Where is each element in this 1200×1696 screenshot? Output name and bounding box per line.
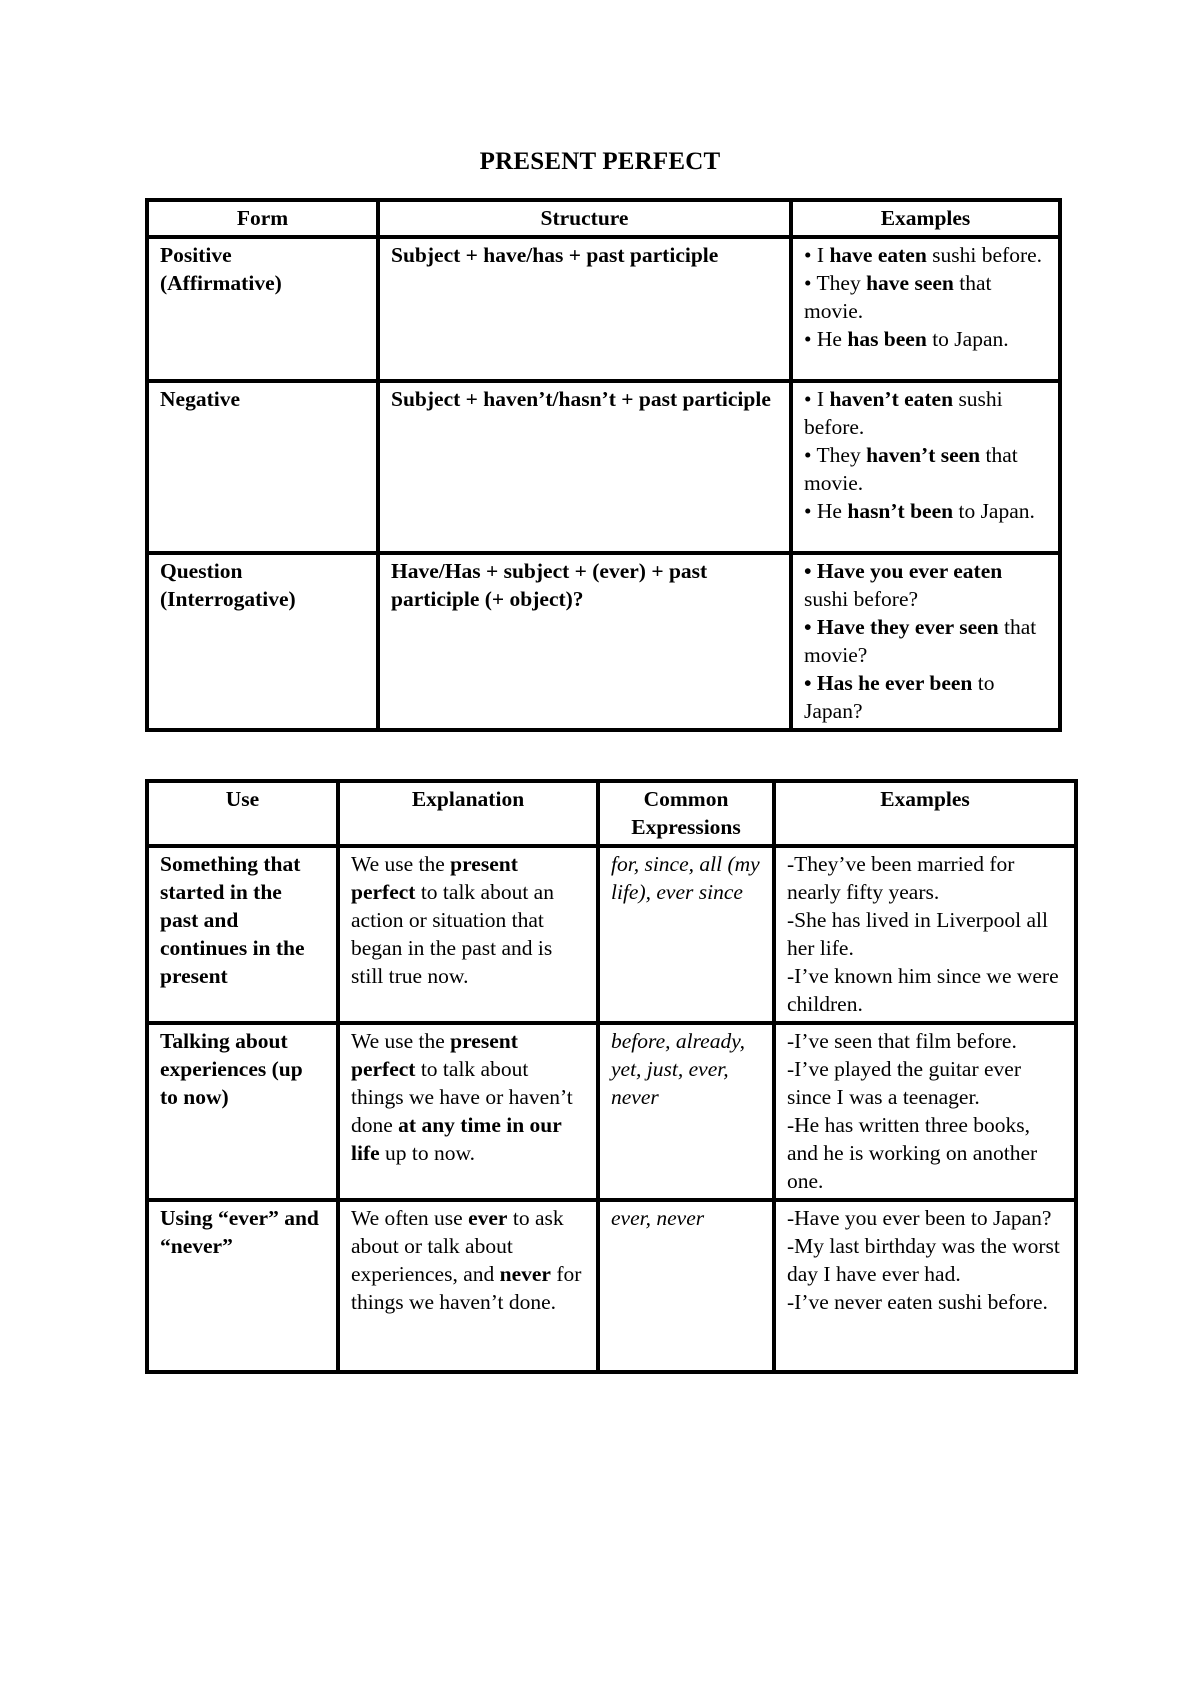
table-row [147, 1200, 1076, 1372]
example-post: sushi before. [926, 243, 1043, 267]
explanation-text: for things we haven’t done. [351, 1262, 582, 1314]
bullet: • [804, 559, 817, 583]
example-item [804, 325, 1047, 353]
explanation-text: to talk about an action or situation that began in the past and is still true now. [351, 880, 554, 988]
form-label: Positive [160, 243, 232, 267]
use-cell: Using “ever” and “never” [147, 1200, 338, 1372]
examples-cell [774, 1200, 1076, 1372]
example-item [804, 385, 1047, 441]
example-pre: They [816, 271, 867, 295]
use-table-header-row [147, 781, 1076, 846]
example-item: -I’ve seen that film before. [787, 1029, 1017, 1053]
table-row [147, 237, 1060, 381]
header-examples: Examples [791, 200, 1060, 237]
form-sublabel: (Affirmative) [160, 271, 282, 295]
example-item: -I’ve never eaten sushi before. [787, 1290, 1048, 1314]
example-item [804, 669, 1047, 725]
bullet: • [804, 443, 817, 467]
examples-cell [791, 237, 1060, 381]
header-use: Use [147, 781, 338, 846]
form-cell [147, 553, 378, 730]
explanation-bold-text: present perfect [351, 1029, 518, 1081]
example-item: -I’ve known him since we were children. [787, 964, 1059, 1016]
bullet: • [804, 271, 817, 295]
table-row [147, 846, 1076, 1023]
example-pre: I [816, 243, 830, 267]
structure-cell [378, 381, 791, 553]
table-row [147, 381, 1060, 553]
bullet: • [804, 243, 817, 267]
example-verb: hasn’t been [847, 499, 954, 523]
example-post: to Japan? [804, 671, 995, 723]
explanation-text: We use the [351, 852, 451, 876]
structure-cell [378, 237, 791, 381]
example-item [804, 613, 1047, 669]
example-item: -He has written three books, and he is working on another one. [787, 1113, 1038, 1193]
example-post: that movie? [804, 615, 1037, 667]
example-pre: He [816, 499, 848, 523]
use-table [145, 779, 1078, 1374]
bullet: • [804, 387, 817, 411]
bullet: • [804, 615, 817, 639]
expressions-cell: before, already, yet, just, ever, never [598, 1023, 774, 1200]
example-verb: haven’t seen [866, 443, 981, 467]
structure-text: Subject + haven’t/hasn’t + past participle [391, 387, 771, 411]
structure-text: Subject + have/has + past participle [391, 243, 719, 267]
explanation-bold-text: at any time in our life [351, 1113, 562, 1165]
example-item: -They’ve been married for nearly fifty years. [787, 852, 1015, 904]
bullet: • [804, 327, 817, 351]
explanation-cell [338, 1200, 598, 1372]
example-pre: They [816, 443, 867, 467]
table-row [147, 553, 1060, 730]
example-item: -Have you ever been to Japan? [787, 1206, 1052, 1230]
bullet: • [804, 671, 817, 695]
use-cell: Talking about experiences (up to now) [147, 1023, 338, 1200]
table-row [147, 1023, 1076, 1200]
page-title: PRESENT PERFECT [479, 148, 721, 175]
expressions-cell: for, since, all (my life), ever since [598, 846, 774, 1023]
expressions-cell: ever, never [598, 1200, 774, 1372]
example-verb: Has he ever been [816, 671, 973, 695]
example-item: -My last birthday was the worst day I have ever had. [787, 1234, 1060, 1286]
example-item: -I’ve played the guitar ever since I was a teenager. [787, 1057, 1021, 1109]
form-sublabel: (Interrogative) [160, 587, 296, 611]
example-pre: I [816, 387, 830, 411]
examples-cell [774, 846, 1076, 1023]
explanation-text: up to now. [379, 1141, 476, 1165]
example-verb: has been [847, 327, 927, 351]
explanation-cell [338, 846, 598, 1023]
examples-cell [791, 553, 1060, 730]
example-verb: haven’t eaten [829, 387, 954, 411]
example-item: -She has lived in Liverpool all her life. [787, 908, 1048, 960]
example-verb: Have they ever seen [816, 615, 999, 639]
header-common-expressions: Common Expressions [598, 781, 774, 846]
structure-cell [378, 553, 791, 730]
header-examples: Examples [774, 781, 1076, 846]
example-pre: He [816, 327, 848, 351]
example-item [804, 269, 1047, 325]
examples-cell [774, 1023, 1076, 1200]
example-verb: Have you ever eaten [816, 559, 1003, 583]
example-post: to Japan. [953, 499, 1035, 523]
form-table-header-row [147, 200, 1060, 237]
use-cell: Something that started in the past and continues in the present [147, 846, 338, 1023]
explanation-text: to talk about things we have or haven’t done [351, 1057, 573, 1137]
explanation-bold-text: ever [468, 1206, 508, 1230]
header-structure: Structure [378, 200, 791, 237]
example-post: sushi before. [804, 387, 1003, 439]
structure-text: Have/Has + subject + (ever) + past participle (+ object)? [391, 559, 708, 611]
example-item [804, 497, 1047, 525]
example-post: that movie. [804, 443, 1018, 495]
form-label: Negative [160, 387, 240, 411]
explanation-text: We use the [351, 1029, 451, 1053]
bullet: • [804, 499, 817, 523]
header-form: Form [147, 200, 378, 237]
explanation-bold-text: present perfect [351, 852, 518, 904]
example-post: to Japan. [926, 327, 1009, 351]
example-item [804, 241, 1047, 269]
explanation-text: We often use [351, 1206, 469, 1230]
example-post: that movie. [804, 271, 992, 323]
explanation-cell [338, 1023, 598, 1200]
form-label: Question [160, 559, 243, 583]
examples-cell [791, 381, 1060, 553]
example-verb: have seen [866, 271, 954, 295]
form-cell [147, 381, 378, 553]
explanation-text: to ask about or talk about experiences, and [351, 1206, 564, 1286]
example-post: sushi before? [804, 587, 919, 611]
form-cell [147, 237, 378, 381]
example-item [804, 557, 1047, 613]
example-verb: have eaten [829, 243, 927, 267]
form-table [145, 198, 1062, 732]
header-explanation: Explanation [338, 781, 598, 846]
explanation-bold-text: never [499, 1262, 551, 1286]
example-item [804, 441, 1047, 497]
